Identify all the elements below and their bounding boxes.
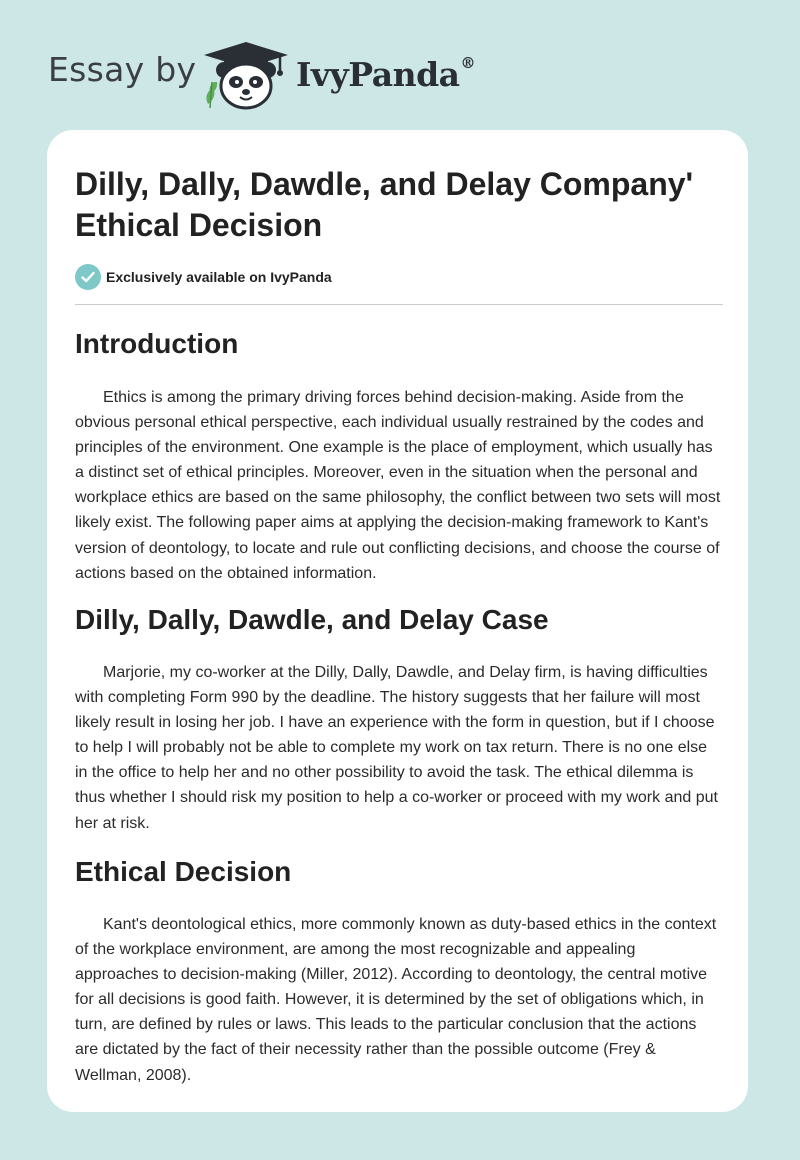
exclusive-badge-label: Exclusively available on IvyPanda	[106, 269, 332, 285]
essay-card	[47, 130, 748, 1112]
section-case	[75, 602, 723, 836]
site-header	[0, 0, 800, 120]
section-introduction	[75, 326, 723, 586]
brand-text: IvyPanda	[296, 55, 460, 94]
essay-by-label: Essay by	[48, 50, 197, 89]
divider	[75, 304, 723, 305]
section-ethical-decision	[75, 854, 723, 1088]
brand-name[interactable]	[296, 55, 475, 94]
section-heading: Ethical Decision	[75, 856, 292, 887]
section-heading: Dilly, Dally, Dawdle, and Delay Case	[75, 604, 549, 635]
panda-graduate-icon[interactable]	[200, 38, 292, 110]
section-paragraph: Kant's deontological ethics, more commonly known as duty-based ethics in the context of the workplace environment, are among the most recognizable and appealing approaches to decision-making (Miller, 2012). According to deontology, the central motive for all decisions is good faith. However, it is determined by the set of obligations which, in turn, are defined by rules or laws. This leads to the particular conclusion that the actions are dictated by the fact of their necessity rather than the possible outcome (Frey & Wellman, 2008).	[75, 916, 717, 1084]
page-title: Dilly, Dally, Dawdle, and Delay Company' Ethical Decision	[75, 166, 694, 243]
section-paragraph: Ethics is among the primary driving forces behind decision-making. Aside from the obvious personal ethical perspective, each individual usually restrained by the codes and principles of the environment. One example is the place of employment, which usually has a distinct set of ethical principles. Moreover, even in the situation when the personal and workplace ethics are based on the same philosophy, the conflict between two sets will most likely exist. The following paper aims at applying the decision-making framework to Kant's version of deontology, to locate and rule out conflicting decisions, and choose the course of actions based on the obtained information.	[75, 389, 721, 582]
section-heading: Introduction	[75, 328, 239, 359]
section-paragraph: Marjorie, my co-worker at the Dilly, Dally, Dawdle, and Delay firm, is having difficulties with completing Form 990 by the deadline. The history suggests that her failure will most likely result in losing her job. I have an experience with the form in question, but if I choose to help I will probably not be able to complete my work on tax return. There is no one else in the office to help her and no other possibility to avoid the task. The ethical dilemma is thus whether I should risk my position to help a co-worker or proceed with my work and put her at risk.	[75, 664, 718, 832]
registered-mark: ®	[460, 54, 476, 72]
check-circle-icon	[75, 264, 101, 290]
exclusive-badge	[75, 264, 332, 290]
